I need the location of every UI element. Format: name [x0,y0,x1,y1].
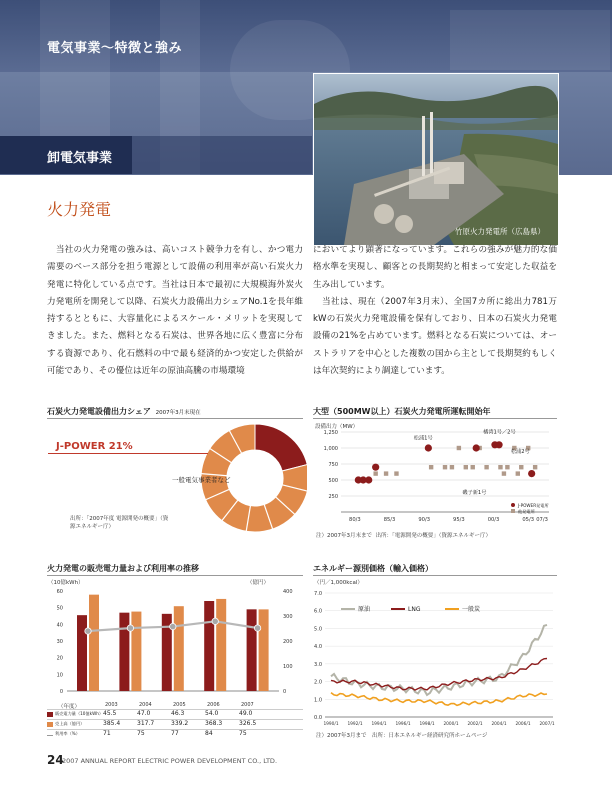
energy-chart-title: エネルギー源別価格（輸入価格） [313,564,433,573]
bar-ytick-left: 0 [59,689,63,695]
bar-chart-title: 火力発電の販売電力量および利用率の推移 [47,564,199,573]
bar-table-cell: 47.0 [137,710,151,717]
timeline-ytick: 1,000 [323,446,338,452]
energy-ytick: 6.0 [314,608,322,615]
bar-revenue [174,606,184,691]
timeline-jpower-point [425,444,432,451]
bar-table-cell: 54.0 [205,710,219,717]
power-plant-photo [313,73,559,246]
timeline-legend-other-marker [511,509,515,513]
energy-xtick: 2000/1 [443,722,459,727]
bar-table-cell: 317.7 [137,720,155,727]
pie-slice-0 [255,424,307,471]
timeline-chart [313,428,557,528]
energy-legend-label: LNG [408,606,421,613]
bar-table-year: 2006 [207,702,220,708]
timeline-plant-label: 松浦2号 [510,449,530,456]
timeline-ytick: 500 [328,478,338,484]
timeline-xtick: 05/3 [522,517,535,523]
bar-utilization-point [85,628,91,634]
footer-text: 2007 ANNUAL REPORT ELECTRIC POWER DEVELOPMENT CO., LTD. [62,757,278,765]
energy-xtick: 1992/1 [347,722,363,727]
timeline-xtick: 80/3 [349,517,361,523]
bar-ytick-right: 200 [283,639,293,645]
bar-row-header: （年度） [58,704,81,710]
energy-xtick: 2004/1 [491,722,507,727]
bar-ytick-left: 40 [56,622,63,629]
bar-table-cell: 75 [239,730,247,737]
timeline-xtick: 85/3 [383,517,396,523]
timeline-other-point [516,471,520,475]
bar-ytick-right: 100 [283,664,293,670]
section-heading: 火力発電 [47,200,112,219]
bar-table-cell: 385.4 [103,720,121,727]
timeline-legend-jpower: J-POWER発電所 [518,503,549,508]
bar-sales-volume [77,615,87,691]
timeline-other-point [502,471,506,475]
timeline-divider [313,418,557,419]
bar-utilization-point [212,618,218,624]
bar-table-cell: 45.5 [103,710,117,717]
timeline-other-point [505,465,509,469]
bar-utilization-point [254,625,260,631]
timeline-plant-label: 橘湾1号／2号 [483,429,516,436]
bar-ytick-left: 20 [56,655,63,662]
energy-ytick: 0.0 [314,715,322,721]
timeline-other-point [373,471,377,475]
bar-revenue [259,609,269,691]
bar-table-cell: 84 [205,730,213,737]
timeline-note [316,531,491,539]
timeline-other-point [484,465,488,469]
plant-aerial-image [314,74,558,245]
timeline-other-point [429,465,433,469]
bar-table-swatch [47,722,53,727]
bar-ytick-left: 10 [56,672,63,679]
timeline-other-point [457,446,461,450]
energy-legend-label: 一般炭 [462,606,481,613]
bar-table-cell: 368.3 [205,720,223,727]
bar-sales-volume [247,609,257,691]
timeline-other-point [533,465,537,469]
bar-table-row-label: 売上高（億円） [55,721,85,726]
pie-highlight-line [48,453,208,454]
pie-title-text: 石炭火力発電設備出力シェア [47,407,151,416]
timeline-other-point [443,465,447,469]
energy-xtick: 1998/1 [419,722,435,727]
body-column-1: 当社の火力発電の強みは、高いコスト競争力を有し、かつ電力需要のベース部分を担う電源として設備の利用率が高い石炭火力発電に特化している点です。当社は日本で最初に大規模海外炭火力発電所を開発して以降、石炭火力設備出力シェアNo.1を長年維持するとともに、大容量化によるスケール・メリットを実現してきました。また、燃料となる石炭は、世界各地に広く豊富に分布する資源であり、化石燃料の中で最も経済的かつ安定した供給が可能であり、その優位は近年の原油高騰の市場環境 [47,245,303,377]
timeline-legend-jpower-marker [511,503,515,507]
bar-revenue [131,612,141,691]
bar-ytick-left: 60 [56,589,63,595]
bar-revenue [89,595,99,691]
bar-utilization-point [170,623,176,629]
energy-legend-label: 原油 [358,606,371,613]
bar-table-cell: 77 [171,730,179,737]
photo-caption: 竹原火力発電所（広島県） [455,227,545,236]
section-title: 電気事業〜特徴と強み [47,41,183,56]
energy-ytick: 2.0 [314,679,322,686]
timeline-jpower-point [365,476,372,483]
timeline-other-point [498,465,502,469]
bar-table-row [47,719,303,729]
timeline-jpower-point [528,470,535,477]
timeline-other-point [384,471,388,475]
timeline-other-point [471,465,475,469]
bar-table-year: 2007 [241,702,254,708]
energy-xtick: 2007/1 [539,722,555,727]
timeline-ylabel: 設備出力（MW） [315,424,359,430]
timeline-other-point [464,465,468,469]
energy-ytick: 7.0 [314,591,322,597]
bar-ytick-right: 0 [283,689,287,695]
bar-table-row [47,709,303,719]
bar-table-cell: 339.2 [171,720,189,727]
bar-table-year: 2004 [139,702,152,708]
bar-divider [47,575,303,576]
bar-revenue [216,599,226,691]
energy-divider [313,575,557,576]
pie-other-label: 一般電気事業者など [172,476,231,484]
timeline-xtick: 07/3 [536,517,548,523]
pie-title-note: 2007年3月末現在 [155,410,201,416]
bar-ytick-left: 30 [56,639,63,645]
energy-ytick: 3.0 [314,661,322,668]
energy-unit: （円／1,000kcal） [314,580,363,586]
energy-xtick: 2002/1 [467,722,483,727]
energy-line-0 [331,625,547,695]
timeline-xtick: 00/3 [487,517,500,523]
timeline-plant-label: 松浦1号 [413,435,433,442]
bar-table-swatch [47,712,53,717]
timeline-jpower-point [495,441,502,448]
bar-sales-volume [204,601,214,691]
bar-table-cell: 75 [137,730,145,737]
bar-left-unit: （10億kWh） [48,580,84,586]
energy-xtick: 2006/1 [515,722,531,727]
subtitle-bar [132,136,312,174]
subsection-title: 卸電気事業 [47,151,113,166]
energy-xtick: 1990/1 [323,722,339,727]
timeline-note-text: 注）2007年3月末まで [316,533,372,539]
bar-chart [47,585,303,700]
bar-ytick-left: 50 [56,605,63,612]
decor-band [450,10,610,70]
timeline-xtick: 95/3 [453,517,465,523]
bar-right-unit: （億円） [247,580,270,586]
timeline-ytick: 250 [328,494,338,500]
page-number: 24 [47,753,64,767]
bar-table-cell: 46.3 [171,710,185,717]
pie-source: 出所：「2007年度 電源開発の概要」（資源エネルギー庁） [70,516,169,530]
timeline-other-point [394,471,398,475]
timeline-ytick: 1,250 [323,430,338,436]
energy-note: 注）2007年3月まで 出所：日本エネルギー経済研究所ホームページ [316,733,488,739]
bar-table-swatch [47,735,53,736]
energy-xtick: 1996/1 [395,722,411,727]
timeline-jpower-point [473,444,480,451]
timeline-jpower-point [372,464,379,471]
timeline-ytick: 750 [328,462,338,468]
energy-ytick: 4.0 [314,644,322,651]
timeline-legend-other: 他発電所 [518,509,535,514]
bar-table-row [47,729,303,739]
body-column-2: においてより顕著になっています。これらの強みが魅力的な価格水準を実現し、顧客との長期契約と相まって安定した収益を生み出しています。 当社は、現在（2007年3月末）、全国7カ所に総出力781万kWの石炭火力発電設備を保有しており、日本の石炭火力発電設備の21%を占めています。燃料となる石炭については、オーストラリアを中心とした複数の国から主として長期契約もしくは年次契約により調達しています。 [313,245,557,377]
bar-table-row-label: 販売電力量（10億kWh） [55,711,104,716]
bar-table-year: 2005 [173,702,186,708]
energy-xtick: 1994/1 [371,722,387,727]
pie-highlight-label: J-POWER 21% [56,441,133,452]
timeline-xtick: 90/3 [418,517,431,523]
timeline-other-point [519,465,523,469]
energy-ytick: 1.0 [314,697,322,704]
timeline-source: 出所：「電源開発の概要」（資源エネルギー庁） [375,533,492,539]
bar-utilization-point [127,625,133,631]
pie-divider [47,418,303,419]
bar-table-header [47,702,303,708]
bar-sales-volume [119,613,129,691]
timeline-other-point [450,465,454,469]
bar-ytick-right: 300 [283,614,293,620]
energy-chart [313,585,557,730]
bar-table-cell: 326.5 [239,720,257,727]
timeline-title: 大型（500MW以上）石炭火力発電所運転開始年 [313,407,491,416]
bar-ytick-right: 400 [283,589,293,595]
energy-ytick: 5.0 [314,626,322,633]
bar-table-year: 2003 [105,702,118,708]
bar-table-row-label: 利用率（%） [55,731,80,736]
pie-chart-title [47,406,201,417]
timeline-plant-label: 磯子新1号 [462,490,487,497]
bar-table-cell: 71 [103,730,111,737]
bar-table-cell: 49.0 [239,710,253,717]
